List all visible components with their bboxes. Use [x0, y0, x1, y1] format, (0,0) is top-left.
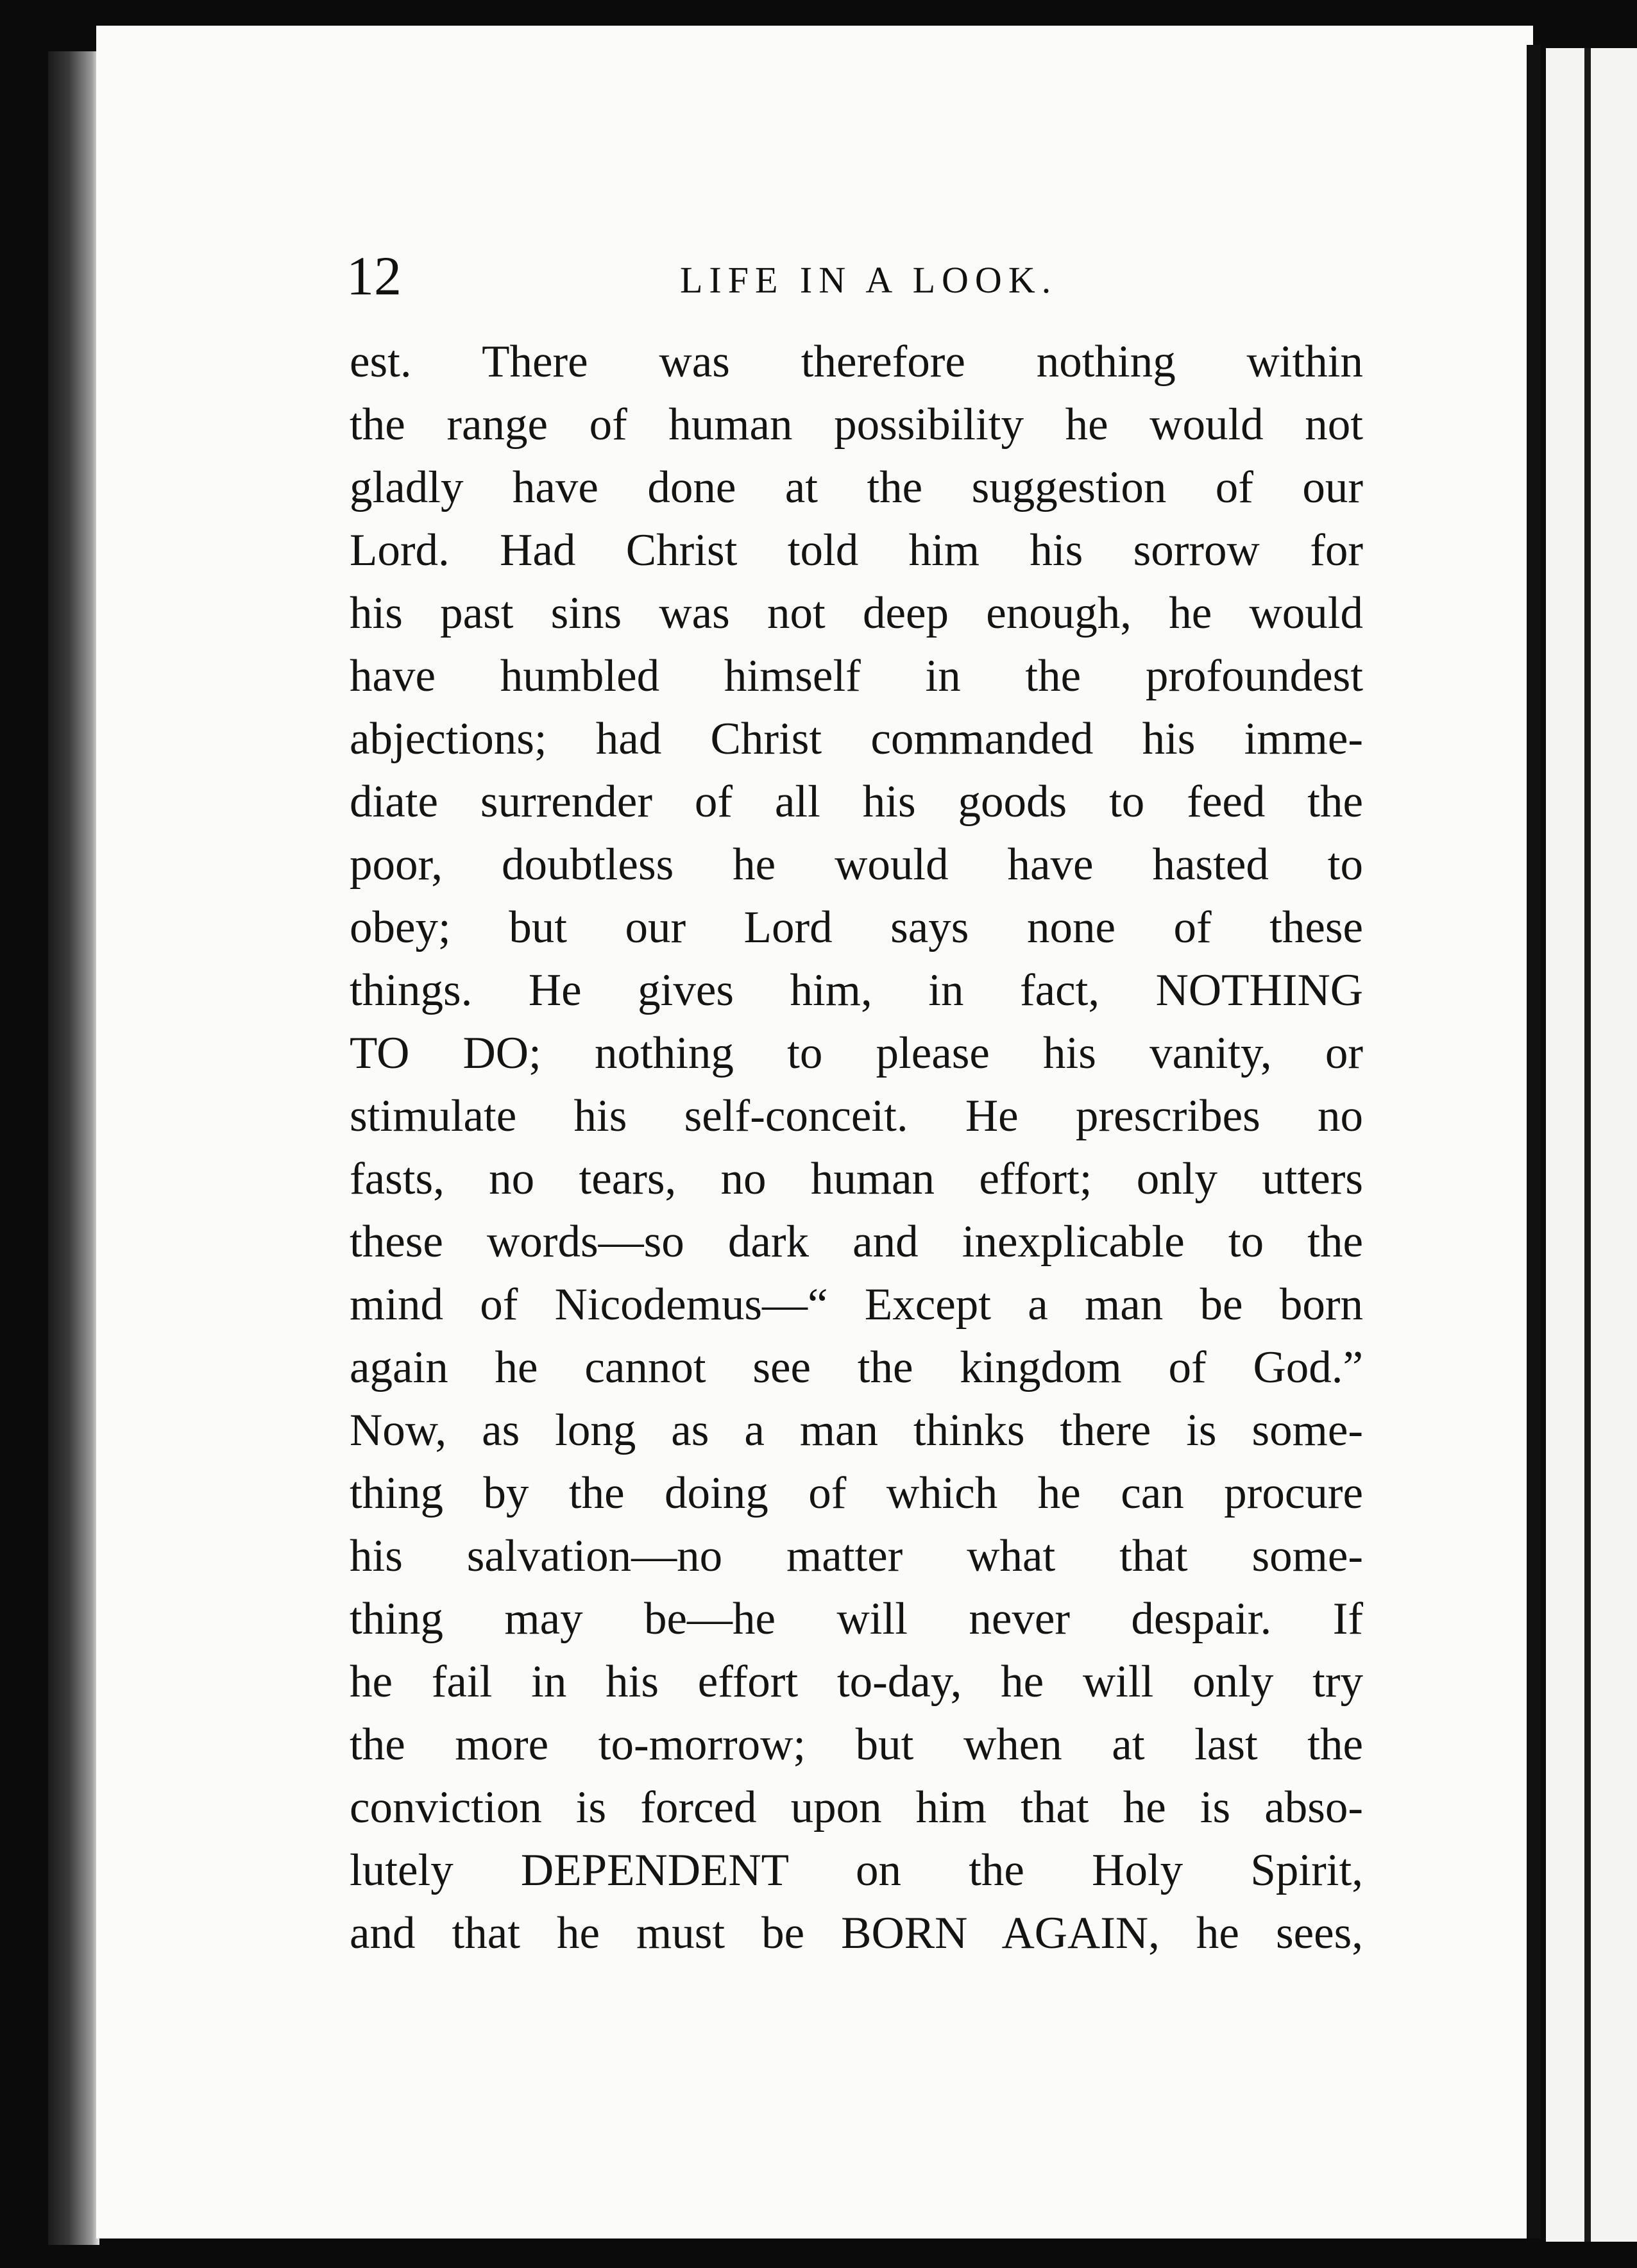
text-line: gladly have done at the suggestion of our: [350, 462, 1363, 512]
text-line: he fail in his effort to-day, he will only try: [350, 1657, 1363, 1707]
text-line: these words—so dark and inexplicable to the: [350, 1217, 1363, 1267]
text-line: his past sins was not deep enough, he would: [350, 588, 1363, 638]
running-head: [346, 247, 1520, 305]
adjacent-page: [1546, 48, 1637, 2242]
text-line: the more to-morrow; but when at last the: [350, 1720, 1363, 1770]
text-line: abjections; had Christ commanded his imme-: [350, 714, 1363, 764]
text-line: TO DO; nothing to please his vanity, or: [350, 1028, 1363, 1078]
text-line: Lord. Had Christ told him his sorrow for: [350, 525, 1363, 575]
adjacent-page-edge: [1584, 48, 1591, 2242]
text-line: things. He gives him, in fact, NOTHING: [350, 965, 1363, 1015]
text-line: est. There was therefore nothing within: [350, 337, 1363, 387]
text-line: and that he must be BORN AGAIN, he sees,: [350, 1908, 1363, 1958]
text-line: conviction is forced upon him that he is abso-: [350, 1782, 1363, 1832]
text-line: thing by the doing of which he can procure: [350, 1468, 1363, 1518]
page-edge: [1527, 45, 1541, 2238]
text-line: lutely DEPENDENT on the Holy Spirit,: [350, 1845, 1363, 1895]
text-line: Now, as long as a man thinks there is some-: [350, 1405, 1363, 1455]
text-line: poor, doubtless he would have hasted to: [350, 840, 1363, 890]
text-line: again he cannot see the kingdom of God.”: [350, 1342, 1363, 1392]
text-line: obey; but our Lord says none of these: [350, 902, 1363, 952]
page-number: 12: [346, 245, 402, 307]
page-gutter-shadow: [48, 51, 99, 2245]
text-line: his salvation—no matter what that some-: [350, 1531, 1363, 1581]
text-line: mind of Nicodemus—“ Except a man be born: [350, 1280, 1363, 1330]
running-title: LIFE IN A LOOK.: [680, 259, 1058, 301]
text-line: have humbled himself in the profoundest: [350, 651, 1363, 701]
text-line: stimulate his self-conceit. He prescribes no: [350, 1091, 1363, 1141]
text-line: the range of human possibility he would not: [350, 400, 1363, 450]
text-line: fasts, no tears, no human effort; only utters: [350, 1154, 1363, 1204]
text-line: diate surrender of all his goods to feed the: [350, 777, 1363, 827]
text-line: thing may be—he will never despair. If: [350, 1594, 1363, 1644]
body-text: [350, 330, 1363, 1965]
